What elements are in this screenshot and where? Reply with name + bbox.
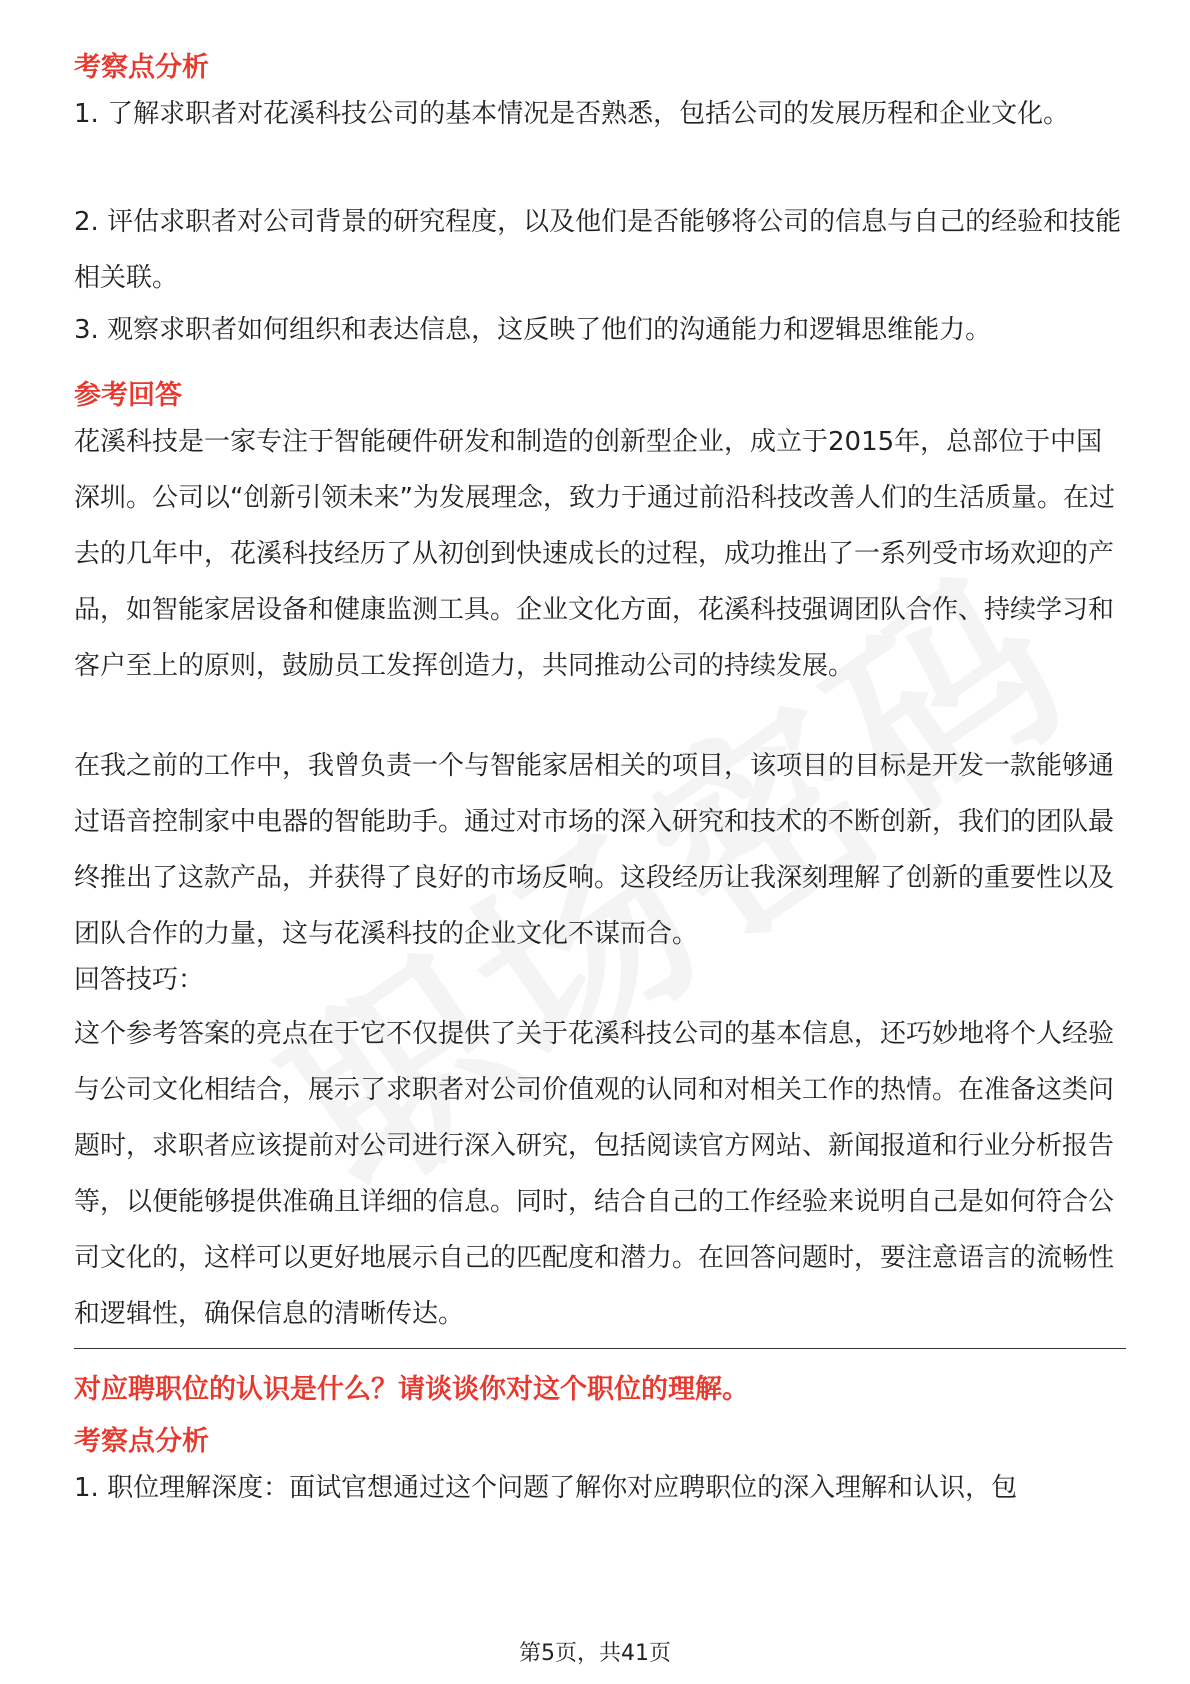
question-title: 对应聘职位的认识是什么？请谈谈你对这个职位的理解。 xyxy=(74,1374,749,1405)
document-page xyxy=(74,0,1126,1684)
answer-tips-paragraph: 这个参考答案的亮点在于它不仅提供了关于花溪科技公司的基本信息，还巧妙地将个人经验与公司文化相结合，展示了求职者对公司价值观的认同和对相关工作的热情。在准备这类问题时，求职者应该提前对公司进行深入研究，包括阅读官方网站、新闻报道和行业分析报告等，以便能够提供准确且详细的信息。同时，结合自己的工作经验来说明自己是如何符合公司文化的，这样可以更好地展示自己的匹配度和潜力。在回答问题时，要注意语言的流畅性和逻辑性，确保信息的清晰传达。 xyxy=(74,1019,1115,1329)
section-heading-analysis-2: 考察点分析 xyxy=(74,1426,209,1457)
analysis-item-1-q2: 1. 职位理解深度：面试官想通过这个问题了解你对应聘职位的深入理解和认识，包 xyxy=(74,1473,1018,1503)
answer-paragraph-1: 花溪科技是一家专注于智能硬件研发和制造的创新型企业，成立于2015年，总部位于中国深圳。公司以“创新引领未来”为发展理念，致力于通过前沿科技改善人们的生活质量。在过去的几年中，花溪科技经历了从初创到快速成长的过程，成功推出了一系列受市场欢迎的产品，如智能家居设备和健康监测工具。企业文化方面，花溪科技强调团队合作、持续学习和客户至上的原则，鼓励员工发挥创造力，共同推动公司的持续发展。 xyxy=(74,427,1115,681)
answer-paragraph-2: 在我之前的工作中，我曾负责一个与智能家居相关的项目，该项目的目标是开发一款能够通过语音控制家中电器的智能助手。通过对市场的深入研究和技术的不断创新，我们的团队最终推出了这款产品，并获得了良好的市场反响。这段经历让我深刻理解了创新的重要性以及团队合作的力量，这与花溪科技的企业文化不谋而合。 xyxy=(74,751,1115,949)
section-heading-analysis: 考察点分析 xyxy=(74,52,209,83)
analysis-item-3: 3. 观察求职者如何组织和表达信息，这反映了他们的沟通能力和逻辑思维能力。 xyxy=(74,315,992,345)
analysis-item-1: 1. 了解求职者对花溪科技公司的基本情况是否熟悉，包括公司的发展历程和企业文化。 xyxy=(74,99,1070,129)
page-number: 第5页，共41页 xyxy=(519,1641,671,1666)
answer-tips-label: 回答技巧： xyxy=(74,965,205,995)
section-divider xyxy=(74,1348,1126,1349)
section-heading-reference-answer: 参考回答 xyxy=(74,380,182,411)
analysis-item-2: 2. 评估求职者对公司背景的研究程度，以及他们是否能够将公司的信息与自己的经验和技能相关联。 xyxy=(74,207,1122,293)
